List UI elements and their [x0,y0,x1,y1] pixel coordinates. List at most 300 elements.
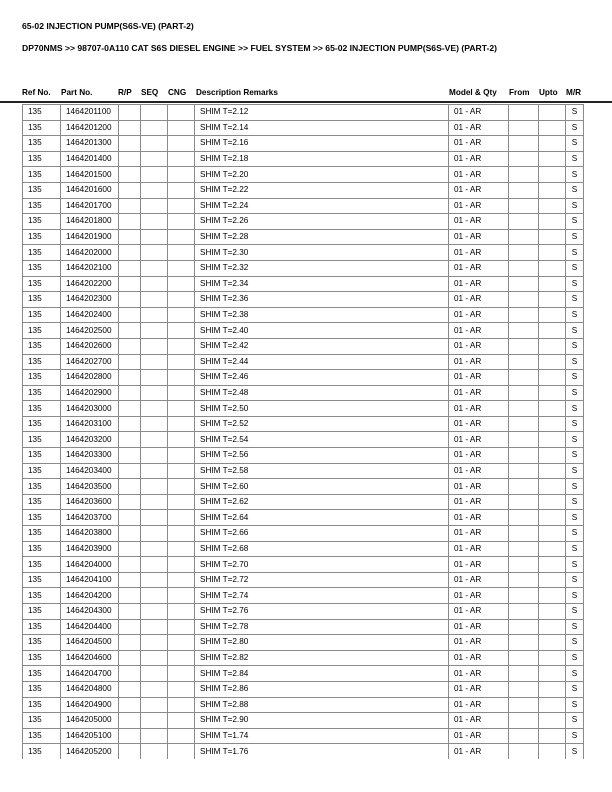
cell-part-no: 1464202600 [61,338,119,354]
cell-rp [119,604,141,620]
cell-seq [141,697,168,713]
cell-cng [168,494,195,510]
cell-part-no: 1464201200 [61,120,119,136]
cell-part-no: 1464204100 [61,572,119,588]
cell-upto [539,666,566,682]
cell-cng [168,635,195,651]
table-row [23,432,584,448]
col-description: Description Remarks [196,88,278,97]
cell-from [509,167,539,183]
cell-rp [119,494,141,510]
cell-seq [141,401,168,417]
cell-part-no: 1464201300 [61,136,119,152]
cell-from [509,416,539,432]
cell-part-no: 1464204600 [61,650,119,666]
cell-part-no: 1464203100 [61,416,119,432]
cell-rp [119,385,141,401]
cell-cng [168,136,195,152]
cell-model-qty: 01 - AR [449,572,509,588]
cell-seq [141,479,168,495]
cell-cng [168,354,195,370]
table-row [23,619,584,635]
cell-seq [141,105,168,121]
cell-upto [539,198,566,214]
cell-part-no: 1464201600 [61,182,119,198]
cell-model-qty: 01 - AR [449,588,509,604]
cell-part-no: 1464205200 [61,744,119,759]
cell-description: SHIM T=2.16 [195,136,449,152]
cell-description: SHIM T=2.80 [195,635,449,651]
cell-rp [119,260,141,276]
table-row [23,401,584,417]
cell-cng [168,292,195,308]
cell-rp [119,370,141,386]
cell-seq [141,260,168,276]
cell-cng [168,323,195,339]
table-row [23,260,584,276]
cell-part-no: 1464203500 [61,479,119,495]
cell-model-qty: 01 - AR [449,681,509,697]
cell-description: SHIM T=2.76 [195,604,449,620]
cell-from [509,370,539,386]
cell-ref-no: 135 [23,479,61,495]
table-row [23,416,584,432]
cell-seq [141,510,168,526]
table-row [23,151,584,167]
cell-upto [539,713,566,729]
cell-cng [168,198,195,214]
cell-mr: S [566,370,584,386]
cell-from [509,479,539,495]
cell-model-qty: 01 - AR [449,354,509,370]
cell-seq [141,588,168,604]
cell-upto [539,619,566,635]
table-row [23,448,584,464]
cell-part-no: 1464202500 [61,323,119,339]
cell-part-no: 1464204200 [61,588,119,604]
cell-ref-no: 135 [23,448,61,464]
cell-from [509,635,539,651]
cell-part-no: 1464203600 [61,494,119,510]
table-row [23,728,584,744]
cell-mr: S [566,151,584,167]
cell-rp [119,635,141,651]
cell-part-no: 1464202200 [61,276,119,292]
cell-upto [539,681,566,697]
cell-upto [539,338,566,354]
col-cng: CNG [168,88,187,97]
cell-ref-no: 135 [23,151,61,167]
cell-seq [141,681,168,697]
cell-mr: S [566,120,584,136]
cell-upto [539,276,566,292]
cell-mr: S [566,463,584,479]
cell-ref-no: 135 [23,198,61,214]
cell-model-qty: 01 - AR [449,105,509,121]
cell-from [509,666,539,682]
cell-upto [539,214,566,230]
cell-ref-no: 135 [23,385,61,401]
cell-seq [141,666,168,682]
cell-rp [119,245,141,261]
cell-description: SHIM T=2.34 [195,276,449,292]
cell-description: SHIM T=2.74 [195,588,449,604]
cell-rp [119,557,141,573]
cell-mr: S [566,214,584,230]
table-row [23,182,584,198]
cell-part-no: 1464203300 [61,448,119,464]
cell-seq [141,276,168,292]
cell-seq [141,136,168,152]
cell-ref-no: 135 [23,588,61,604]
cell-mr: S [566,448,584,464]
cell-upto [539,151,566,167]
cell-from [509,541,539,557]
cell-rp [119,713,141,729]
cell-upto [539,588,566,604]
cell-rp [119,307,141,323]
table-row [23,136,584,152]
cell-ref-no: 135 [23,105,61,121]
cell-upto [539,245,566,261]
cell-rp [119,510,141,526]
cell-from [509,463,539,479]
cell-ref-no: 135 [23,510,61,526]
cell-model-qty: 01 - AR [449,229,509,245]
cell-seq [141,151,168,167]
cell-model-qty: 01 - AR [449,401,509,417]
cell-description: SHIM T=2.56 [195,448,449,464]
cell-upto [539,635,566,651]
cell-ref-no: 135 [23,214,61,230]
cell-description: SHIM T=2.86 [195,681,449,697]
cell-mr: S [566,198,584,214]
cell-from [509,728,539,744]
cell-ref-no: 135 [23,463,61,479]
cell-from [509,105,539,121]
cell-from [509,494,539,510]
cell-part-no: 1464204500 [61,635,119,651]
cell-part-no: 1464201900 [61,229,119,245]
cell-part-no: 1464203200 [61,432,119,448]
cell-description: SHIM T=2.64 [195,510,449,526]
cell-part-no: 1464203700 [61,510,119,526]
col-seq: SEQ [141,88,159,97]
table-row [23,338,584,354]
cell-mr: S [566,713,584,729]
cell-cng [168,167,195,183]
cell-seq [141,557,168,573]
cell-model-qty: 01 - AR [449,744,509,759]
cell-from [509,120,539,136]
cell-mr: S [566,323,584,339]
cell-seq [141,214,168,230]
cell-ref-no: 135 [23,245,61,261]
cell-seq [141,370,168,386]
cell-ref-no: 135 [23,416,61,432]
col-rp: R/P [118,88,132,97]
cell-model-qty: 01 - AR [449,650,509,666]
cell-mr: S [566,260,584,276]
cell-from [509,214,539,230]
cell-description: SHIM T=2.68 [195,541,449,557]
table-row [23,681,584,697]
cell-seq [141,744,168,759]
table-row [23,572,584,588]
cell-from [509,245,539,261]
cell-seq [141,385,168,401]
cell-from [509,432,539,448]
cell-from [509,182,539,198]
table-row [23,120,584,136]
cell-mr: S [566,635,584,651]
cell-upto [539,354,566,370]
cell-model-qty: 01 - AR [449,292,509,308]
cell-part-no: 1464201800 [61,214,119,230]
cell-description: SHIM T=2.60 [195,479,449,495]
cell-mr: S [566,245,584,261]
cell-seq [141,167,168,183]
cell-seq [141,182,168,198]
cell-rp [119,338,141,354]
cell-rp [119,572,141,588]
cell-from [509,697,539,713]
cell-upto [539,370,566,386]
cell-model-qty: 01 - AR [449,370,509,386]
table-row [23,697,584,713]
cell-ref-no: 135 [23,338,61,354]
cell-mr: S [566,182,584,198]
cell-ref-no: 135 [23,307,61,323]
cell-model-qty: 01 - AR [449,182,509,198]
cell-from [509,136,539,152]
cell-model-qty: 01 - AR [449,494,509,510]
cell-model-qty: 01 - AR [449,463,509,479]
cell-description: SHIM T=2.70 [195,557,449,573]
cell-model-qty: 01 - AR [449,713,509,729]
cell-part-no: 1464203400 [61,463,119,479]
cell-seq [141,448,168,464]
cell-model-qty: 01 - AR [449,307,509,323]
cell-description: SHIM T=2.22 [195,182,449,198]
cell-description: SHIM T=2.44 [195,354,449,370]
cell-seq [141,245,168,261]
cell-upto [539,650,566,666]
cell-mr: S [566,167,584,183]
cell-part-no: 1464201500 [61,167,119,183]
cell-rp [119,105,141,121]
cell-ref-no: 135 [23,650,61,666]
cell-mr: S [566,416,584,432]
cell-model-qty: 01 - AR [449,136,509,152]
cell-model-qty: 01 - AR [449,338,509,354]
cell-upto [539,120,566,136]
table-row [23,276,584,292]
cell-upto [539,572,566,588]
cell-part-no: 1464203900 [61,541,119,557]
cell-mr: S [566,541,584,557]
cell-part-no: 1464205100 [61,728,119,744]
cell-mr: S [566,479,584,495]
cell-mr: S [566,307,584,323]
cell-upto [539,557,566,573]
table-row [23,292,584,308]
cell-from [509,323,539,339]
cell-from [509,619,539,635]
cell-part-no: 1464202900 [61,385,119,401]
cell-model-qty: 01 - AR [449,245,509,261]
table-row [23,323,584,339]
cell-part-no: 1464201400 [61,151,119,167]
cell-description: SHIM T=1.74 [195,728,449,744]
cell-description: SHIM T=2.84 [195,666,449,682]
cell-from [509,681,539,697]
cell-seq [141,229,168,245]
cell-seq [141,494,168,510]
cell-seq [141,526,168,542]
cell-model-qty: 01 - AR [449,214,509,230]
cell-mr: S [566,432,584,448]
cell-seq [141,635,168,651]
cell-rp [119,354,141,370]
breadcrumb: DP70NMS >> 98707-0A110 CAT S6S DIESEL ENGINE >> FUEL SYSTEM >> 65-02 INJECTION PUMP(S6S-VE) (PART-2) [22,43,498,53]
cell-cng [168,448,195,464]
cell-model-qty: 01 - AR [449,635,509,651]
cell-ref-no: 135 [23,229,61,245]
col-ref-no: Ref No. [22,88,51,97]
cell-description: SHIM T=2.32 [195,260,449,276]
cell-upto [539,307,566,323]
cell-from [509,572,539,588]
page-title: 65-02 INJECTION PUMP(S6S-VE) (PART-2) [22,21,194,31]
cell-cng [168,744,195,759]
cell-from [509,526,539,542]
cell-description: SHIM T=2.26 [195,214,449,230]
cell-model-qty: 01 - AR [449,510,509,526]
cell-model-qty: 01 - AR [449,604,509,620]
cell-from [509,510,539,526]
cell-cng [168,619,195,635]
cell-rp [119,619,141,635]
cell-cng [168,260,195,276]
cell-part-no: 1464201700 [61,198,119,214]
cell-rp [119,588,141,604]
table-row [23,557,584,573]
cell-part-no: 1464202100 [61,260,119,276]
cell-rp [119,167,141,183]
cell-upto [539,604,566,620]
cell-cng [168,370,195,386]
table-row [23,385,584,401]
cell-cng [168,385,195,401]
cell-upto [539,292,566,308]
cell-from [509,744,539,759]
cell-ref-no: 135 [23,354,61,370]
table-row [23,494,584,510]
col-mr: M/R [566,88,582,97]
cell-ref-no: 135 [23,432,61,448]
cell-rp [119,198,141,214]
cell-description: SHIM T=2.78 [195,619,449,635]
cell-seq [141,432,168,448]
table-row [23,245,584,261]
cell-upto [539,182,566,198]
cell-rp [119,151,141,167]
cell-description: SHIM T=2.46 [195,370,449,386]
cell-mr: S [566,136,584,152]
cell-model-qty: 01 - AR [449,276,509,292]
table-row [23,744,584,759]
cell-ref-no: 135 [23,728,61,744]
cell-model-qty: 01 - AR [449,432,509,448]
cell-part-no: 1464202800 [61,370,119,386]
cell-from [509,198,539,214]
cell-description: SHIM T=2.28 [195,229,449,245]
cell-cng [168,105,195,121]
cell-cng [168,338,195,354]
cell-description: SHIM T=2.72 [195,572,449,588]
table-row [23,167,584,183]
cell-upto [539,260,566,276]
cell-upto [539,229,566,245]
cell-mr: S [566,697,584,713]
cell-seq [141,728,168,744]
cell-rp [119,650,141,666]
cell-mr: S [566,292,584,308]
cell-cng [168,650,195,666]
cell-cng [168,541,195,557]
cell-mr: S [566,494,584,510]
cell-cng [168,588,195,604]
cell-upto [539,432,566,448]
cell-seq [141,619,168,635]
cell-mr: S [566,385,584,401]
cell-from [509,557,539,573]
cell-cng [168,713,195,729]
cell-model-qty: 01 - AR [449,120,509,136]
table-row [23,214,584,230]
cell-rp [119,448,141,464]
cell-cng [168,307,195,323]
cell-upto [539,136,566,152]
cell-mr: S [566,681,584,697]
cell-description: SHIM T=2.42 [195,338,449,354]
cell-description: SHIM T=2.30 [195,245,449,261]
cell-mr: S [566,557,584,573]
table-row [23,666,584,682]
cell-ref-no: 135 [23,323,61,339]
cell-description: SHIM T=2.40 [195,323,449,339]
cell-model-qty: 01 - AR [449,728,509,744]
table-row [23,713,584,729]
cell-ref-no: 135 [23,260,61,276]
col-part-no: Part No. [61,88,93,97]
cell-rp [119,728,141,744]
cell-mr: S [566,229,584,245]
cell-seq [141,713,168,729]
cell-ref-no: 135 [23,136,61,152]
cell-description: SHIM T=2.20 [195,167,449,183]
cell-cng [168,214,195,230]
table-row [23,370,584,386]
cell-ref-no: 135 [23,401,61,417]
cell-description: SHIM T=2.38 [195,307,449,323]
table-row [23,526,584,542]
table-row [23,541,584,557]
cell-description: SHIM T=2.48 [195,385,449,401]
cell-model-qty: 01 - AR [449,619,509,635]
cell-seq [141,120,168,136]
